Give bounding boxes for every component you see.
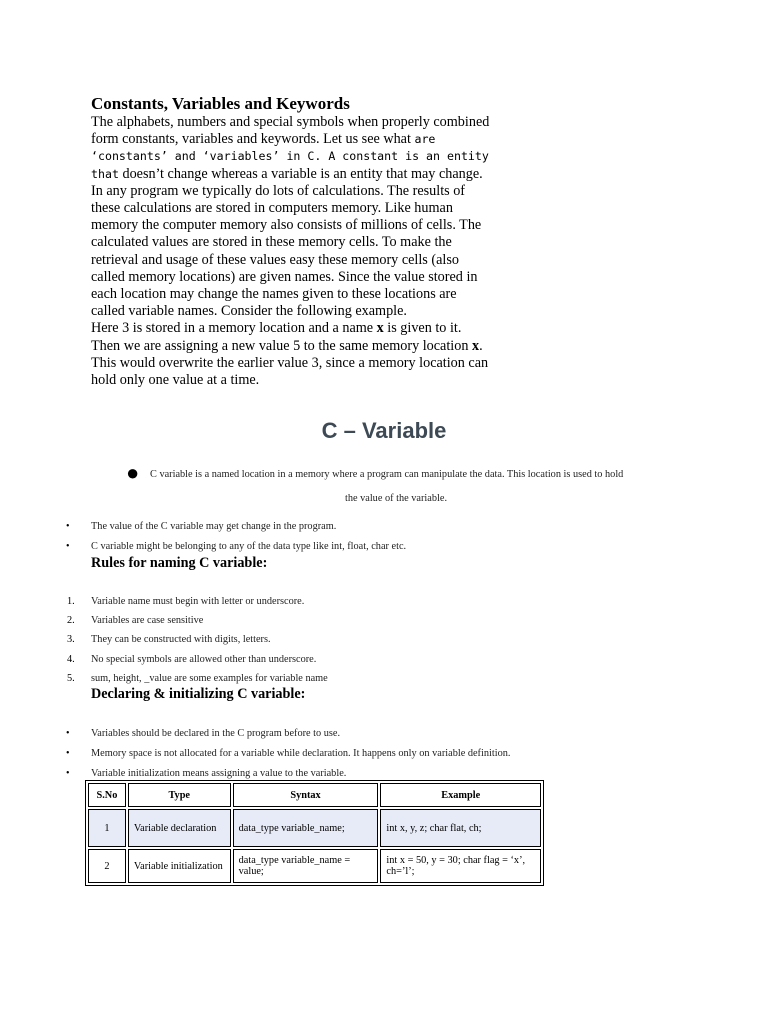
definition-line-2: the value of the variable. [344, 493, 448, 504]
table-cell: 1 [88, 809, 126, 847]
c-variable-title: C – Variable [321, 418, 447, 443]
definition-line-1: C variable is a named location in a memory where a program can manipulate the data. This location is used to hold [150, 469, 624, 480]
table-cell: data_type variable_name; [233, 809, 379, 847]
var-x-bold: x [376, 320, 384, 337]
bullet-dot-icon: • [66, 748, 70, 759]
list-number: 5. [67, 673, 75, 684]
table-row [88, 849, 541, 883]
table-header: Example [380, 783, 541, 807]
table-cell: Variable declaration [128, 809, 231, 847]
section-heading: Constants, Variables and Keywords [91, 94, 350, 113]
list-number: 3. [67, 634, 75, 645]
table-header: S.No [88, 783, 126, 807]
list-number: 4. [67, 654, 75, 665]
rule-item: sum, height, _value are some examples for variable name [91, 673, 328, 684]
list-item: Variables should be declared in the C program before to use. [91, 728, 341, 739]
example-text-a: Here 3 is stored in a memory location and a name [91, 320, 377, 337]
table-cell: Variable initialization [128, 849, 231, 883]
list-item: Variable initialization means assigning a value to the variable. [91, 768, 347, 779]
bullet-dot-icon: • [66, 541, 70, 552]
example-paragraph [91, 320, 491, 389]
bullet-dot-icon: • [66, 768, 70, 779]
intro-text-a: The alphabets, numbers and special symbols when properly combined form constants, variables and keywords. Let us see what [91, 114, 490, 148]
example-text-c: . This would overwrite the earlier value 3, since a memory location can hold only one value at a time. [91, 337, 489, 389]
rule-item: They can be constructed with digits, letters. [91, 634, 271, 645]
large-bullet-icon: ● [126, 460, 140, 485]
list-item: C variable might be belonging to any of the data type like int, float, char etc. [91, 541, 407, 552]
declare-heading: Declaring & initializing C variable: [91, 686, 306, 702]
intro-section [91, 94, 491, 389]
list-item: The value of the C variable may get change in the program. [91, 521, 337, 532]
intro-text-mono: are ‘constants’ and ‘variables’ in C. A constant is an entity that [91, 132, 489, 181]
bullet-dot-icon: • [66, 728, 70, 739]
table-cell: data_type variable_name = value; [233, 849, 379, 883]
list-number: 1. [67, 596, 75, 607]
rules-heading: Rules for naming C variable: [91, 555, 268, 571]
table-cell: 2 [88, 849, 126, 883]
table-header: Syntax [233, 783, 379, 807]
list-item: Memory space is not allocated for a variable while declaration. It happens only on variable definition. [91, 748, 511, 759]
rule-item: Variable name must begin with letter or underscore. [91, 596, 305, 607]
memory-paragraph: In any program we typically do lots of calculations. The results of these calculations are stored in computers memory. Like human memory the computer memory also consists of millions of cells. The calculated values are stored in these memory cells. To make the retrieval and usage of these values easy these memory cells (also called memory locations) are given names. Since the value stored in each location may change the names given to these locations are called variable names. Consider the following example. [91, 182, 482, 320]
rule-item: Variables are case sensitive [91, 615, 204, 626]
intro-text-b: doesn’t change whereas a variable is an entity that may change. [118, 165, 483, 182]
table-header: Type [128, 783, 231, 807]
table-row [88, 809, 541, 847]
intro-paragraph [91, 114, 491, 183]
table-cell: int x = 50, y = 30; char flag = ‘x’, ch=’l’; [380, 849, 541, 883]
variable-table [85, 780, 544, 886]
list-number: 2. [67, 615, 75, 626]
table-cell: int x, y, z; char flat, ch; [380, 809, 541, 847]
bullet-dot-icon: • [66, 521, 70, 532]
var-x-bold-2: x [471, 337, 480, 354]
rule-item: No special symbols are allowed other than underscore. [91, 654, 317, 665]
table-header-row [88, 783, 541, 807]
example-text-b: is given to it. Then we are assigning a new value 5 to the same memory location [91, 320, 472, 354]
